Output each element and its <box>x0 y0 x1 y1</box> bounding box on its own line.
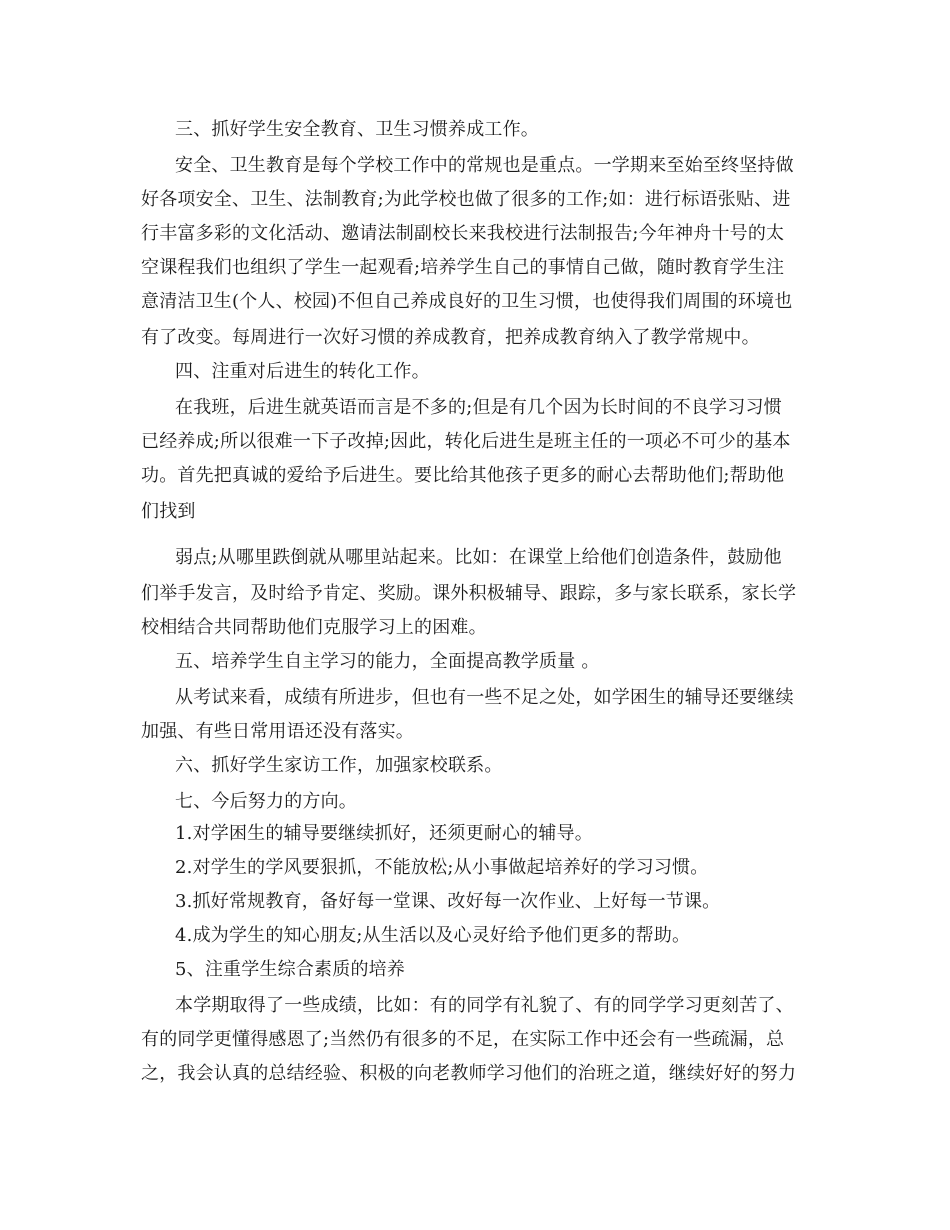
list-item: 3.抓好常规教育，备好每一堂课、改好每一次作业、上好每一节课。 <box>175 891 721 912</box>
paragraph-line: 有了改变。每周进行一次好习惯的养成教育，把养成教育纳入了教学常规中。 <box>141 327 760 348</box>
section-heading-7: 七、今后努力的方向。 <box>175 791 357 812</box>
paragraph-line: 行丰富多彩的文化活动、邀请法制副校长来我校进行法制报告;今年神舟十号的太 <box>141 223 785 244</box>
paragraph-line: 们举手发言，及时给予肯定、奖励。课外积极辅导、跟踪，多与家长联系，家长学 <box>141 583 797 604</box>
list-item: 2.对学生的学风要狠抓，不能放松;从小事做起培养好的学习习惯。 <box>175 857 709 878</box>
paragraph-line: 之，我会认真的总结经验、积极的向老教师学习他们的治班之道，继续好好的努力 <box>141 1063 797 1084</box>
paragraph-line: 弱点;从哪里跌倒就从哪里站起来。比如：在课堂上给他们创造条件，鼓励他 <box>175 547 782 568</box>
paragraph-line: 加强、有些日常用语还没有落实。 <box>141 721 414 742</box>
paragraph-line: 空课程我们也组织了学生一起观看;培养学生自己的事情自己做，随时教育学生注 <box>141 257 785 278</box>
paragraph-line: 校相结合共同帮助他们克服学习上的困难。 <box>141 617 487 638</box>
section-heading-3: 三、抓好学生安全教育、卫生习惯养成工作。 <box>175 119 539 140</box>
section-heading-5-sub: 5、注重学生综合素质的培养 <box>175 959 406 980</box>
paragraph-line: 功。首先把真诚的爱给予后进生。要比给其他孩子更多的耐心去帮助他们;帮助他 <box>141 465 785 486</box>
paragraph-line: 在我班，后进生就英语而言是不多的;但是有几个因为长时间的不良学习习惯 <box>175 397 782 418</box>
list-item: 4.成为学生的知心朋友;从生活以及心灵好给予他们更多的帮助。 <box>175 925 691 946</box>
section-heading-4: 四、注重对后进生的转化工作。 <box>175 361 430 382</box>
paragraph-line: 从考试来看，成绩有所进步，但也有一些不足之处，如学困生的辅导还要继续 <box>175 687 794 708</box>
paragraph-line: 们找到 <box>141 501 196 522</box>
section-heading-5: 五、培养学生自主学习的能力，全面提高教学质量 。 <box>175 651 600 672</box>
paragraph-line: 已经养成;所以很难一下子改掉;因此，转化后进生是班主任的一项必不可少的基本 <box>141 431 791 452</box>
paragraph-line: 好各项安全、卫生、法制教育;为此学校也做了很多的工作;如：进行标语张贴、进 <box>141 189 791 210</box>
paragraph-line: 本学期取得了一些成绩，比如：有的同学有礼貌了、有的同学学习更刻苦了、 <box>175 995 794 1016</box>
paragraph-line: 安全、卫生教育是每个学校工作中的常规也是重点。一学期来至始至终坚持做 <box>175 155 794 176</box>
paragraph-line: 意清洁卫生(个人、校园)不但自己养成良好的卫生习惯，也使得我们周围的环境也 <box>141 291 793 312</box>
list-item: 1.对学困生的辅导要继续抓好，还须更耐心的辅导。 <box>175 823 593 844</box>
paragraph-line: 有的同学更懂得感恩了;当然仍有很多的不足，在实际工作中还会有一些疏漏，总 <box>141 1029 785 1050</box>
section-heading-6: 六、抓好学生家访工作，加强家校联系。 <box>175 755 503 776</box>
